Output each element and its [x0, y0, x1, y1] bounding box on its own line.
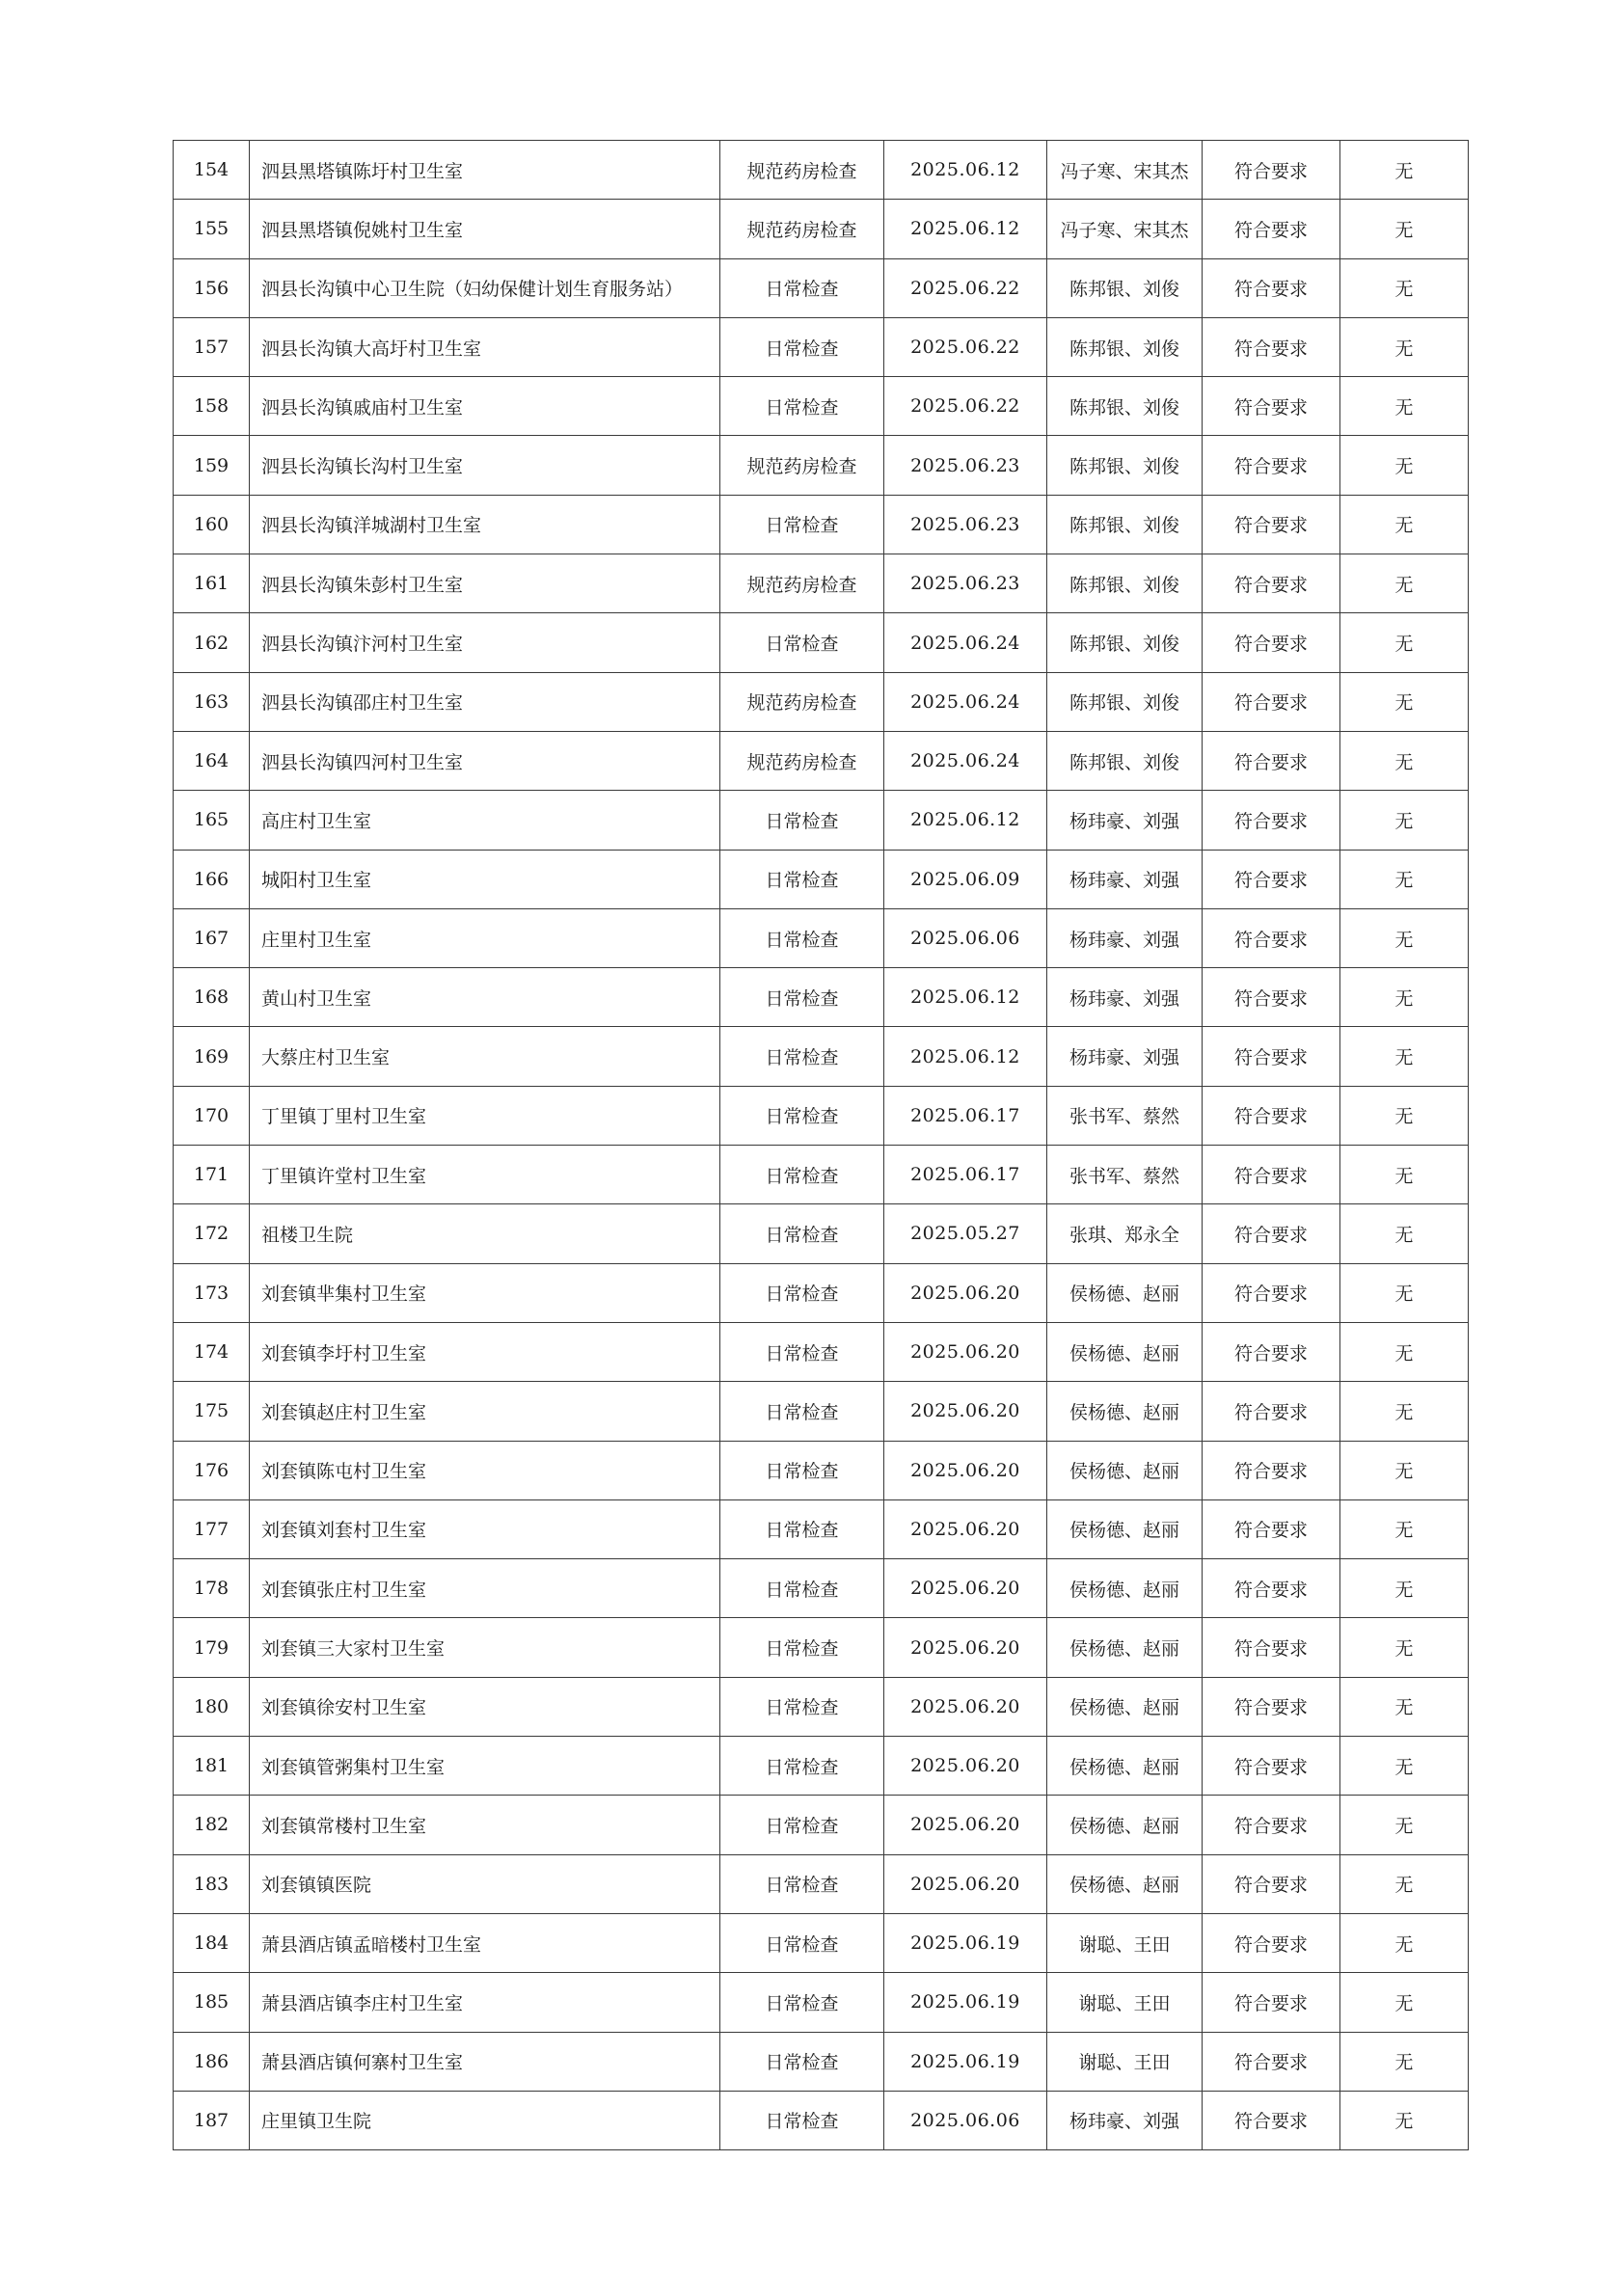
facility-name-cell: 泗县长沟镇朱彭村卫生室	[250, 554, 720, 613]
inspection-type-cell: 日常检查	[720, 1854, 884, 1913]
table-row	[174, 731, 1469, 790]
inspection-date-cell: 2025.06.23	[884, 495, 1047, 554]
table-row	[174, 1263, 1469, 1322]
result-cell: 符合要求	[1203, 672, 1340, 731]
issues-cell: 无	[1340, 672, 1469, 731]
issues-cell: 无	[1340, 1441, 1469, 1499]
inspection-date-cell: 2025.06.22	[884, 377, 1047, 436]
facility-name-cell: 泗县长沟镇中心卫生院（妇幼保健计划生育服务站）	[250, 258, 720, 317]
facility-name-cell: 刘套镇徐安村卫生室	[250, 1677, 720, 1736]
facility-name-cell: 刘套镇管粥集村卫生室	[250, 1737, 720, 1796]
table-row	[174, 850, 1469, 908]
inspection-records-table	[173, 140, 1469, 2150]
row-number-cell: 180	[174, 1677, 250, 1736]
issues-cell: 无	[1340, 495, 1469, 554]
inspection-type-cell: 日常检查	[720, 1204, 884, 1263]
row-number-cell: 159	[174, 436, 250, 495]
inspectors-cell: 陈邦银、刘俊	[1047, 317, 1203, 376]
table-row	[174, 1382, 1469, 1441]
inspection-date-cell: 2025.06.12	[884, 791, 1047, 850]
inspectors-cell: 陈邦银、刘俊	[1047, 554, 1203, 613]
result-cell: 符合要求	[1203, 1973, 1340, 2032]
inspection-date-cell: 2025.06.24	[884, 613, 1047, 672]
inspection-date-cell: 2025.06.20	[884, 1441, 1047, 1499]
table-row	[174, 317, 1469, 376]
inspection-type-cell: 规范药房检查	[720, 554, 884, 613]
issues-cell: 无	[1340, 1146, 1469, 1204]
inspection-type-cell: 日常检查	[720, 2032, 884, 2091]
issues-cell: 无	[1340, 1973, 1469, 2032]
result-cell: 符合要求	[1203, 141, 1340, 200]
inspection-type-cell: 规范药房检查	[720, 436, 884, 495]
inspectors-cell: 侯杨德、赵丽	[1047, 1559, 1203, 1618]
facility-name-cell: 刘套镇张庄村卫生室	[250, 1559, 720, 1618]
row-number-cell: 183	[174, 1854, 250, 1913]
row-number-cell: 171	[174, 1146, 250, 1204]
inspectors-cell: 陈邦银、刘俊	[1047, 731, 1203, 790]
row-number-cell: 168	[174, 968, 250, 1027]
row-number-cell: 176	[174, 1441, 250, 1499]
inspectors-cell: 杨玮豪、刘强	[1047, 850, 1203, 908]
issues-cell: 无	[1340, 2032, 1469, 2091]
inspection-date-cell: 2025.06.20	[884, 1322, 1047, 1381]
result-cell: 符合要求	[1203, 2091, 1340, 2149]
issues-cell: 无	[1340, 613, 1469, 672]
facility-name-cell: 萧县酒店镇孟暗楼村卫生室	[250, 1913, 720, 1972]
inspectors-cell: 张琪、郑永全	[1047, 1204, 1203, 1263]
issues-cell: 无	[1340, 1204, 1469, 1263]
inspectors-cell: 陈邦银、刘俊	[1047, 436, 1203, 495]
issues-cell: 无	[1340, 554, 1469, 613]
facility-name-cell: 庄里村卫生室	[250, 908, 720, 967]
issues-cell: 无	[1340, 791, 1469, 850]
inspectors-cell: 冯子寒、宋其杰	[1047, 200, 1203, 258]
result-cell: 符合要求	[1203, 968, 1340, 1027]
inspection-type-cell: 日常检查	[720, 1322, 884, 1381]
inspectors-cell: 张书军、蔡然	[1047, 1146, 1203, 1204]
row-number-cell: 155	[174, 200, 250, 258]
inspection-date-cell: 2025.06.17	[884, 1086, 1047, 1145]
inspection-type-cell: 日常检查	[720, 1796, 884, 1854]
inspection-type-cell: 日常检查	[720, 377, 884, 436]
result-cell: 符合要求	[1203, 613, 1340, 672]
facility-name-cell: 大蔡庄村卫生室	[250, 1027, 720, 1086]
issues-cell: 无	[1340, 1086, 1469, 1145]
table-body	[174, 141, 1469, 2150]
row-number-cell: 174	[174, 1322, 250, 1381]
inspection-date-cell: 2025.06.20	[884, 1796, 1047, 1854]
inspectors-cell: 侯杨德、赵丽	[1047, 1677, 1203, 1736]
facility-name-cell: 刘套镇镇医院	[250, 1854, 720, 1913]
row-number-cell: 173	[174, 1263, 250, 1322]
inspectors-cell: 侯杨德、赵丽	[1047, 1322, 1203, 1381]
inspection-date-cell: 2025.06.19	[884, 2032, 1047, 2091]
issues-cell: 无	[1340, 1559, 1469, 1618]
table-row	[174, 1499, 1469, 1558]
issues-cell: 无	[1340, 1737, 1469, 1796]
issues-cell: 无	[1340, 200, 1469, 258]
facility-name-cell: 泗县长沟镇长沟村卫生室	[250, 436, 720, 495]
row-number-cell: 158	[174, 377, 250, 436]
row-number-cell: 167	[174, 908, 250, 967]
facility-name-cell: 刘套镇三大家村卫生室	[250, 1618, 720, 1677]
inspection-type-cell: 日常检查	[720, 1737, 884, 1796]
table-row	[174, 2091, 1469, 2149]
inspection-type-cell: 日常检查	[720, 1441, 884, 1499]
inspection-date-cell: 2025.06.12	[884, 968, 1047, 1027]
inspection-date-cell: 2025.06.24	[884, 672, 1047, 731]
inspection-date-cell: 2025.06.20	[884, 1677, 1047, 1736]
result-cell: 符合要求	[1203, 1499, 1340, 1558]
inspection-type-cell: 日常检查	[720, 1499, 884, 1558]
row-number-cell: 156	[174, 258, 250, 317]
result-cell: 符合要求	[1203, 1322, 1340, 1381]
inspection-type-cell: 日常检查	[720, 495, 884, 554]
inspection-type-cell: 日常检查	[720, 1027, 884, 1086]
facility-name-cell: 泗县长沟镇邵庄村卫生室	[250, 672, 720, 731]
table-row	[174, 1146, 1469, 1204]
table-row	[174, 1618, 1469, 1677]
result-cell: 符合要求	[1203, 317, 1340, 376]
inspectors-cell: 陈邦银、刘俊	[1047, 672, 1203, 731]
inspection-date-cell: 2025.06.22	[884, 258, 1047, 317]
issues-cell: 无	[1340, 1322, 1469, 1381]
facility-name-cell: 高庄村卫生室	[250, 791, 720, 850]
inspectors-cell: 杨玮豪、刘强	[1047, 791, 1203, 850]
inspectors-cell: 陈邦银、刘俊	[1047, 258, 1203, 317]
result-cell: 符合要求	[1203, 1382, 1340, 1441]
row-number-cell: 181	[174, 1737, 250, 1796]
issues-cell: 无	[1340, 2091, 1469, 2149]
issues-cell: 无	[1340, 1499, 1469, 1558]
row-number-cell: 161	[174, 554, 250, 613]
inspectors-cell: 谢聪、王田	[1047, 1973, 1203, 2032]
inspection-date-cell: 2025.06.19	[884, 1973, 1047, 2032]
result-cell: 符合要求	[1203, 2032, 1340, 2091]
table-row	[174, 791, 1469, 850]
inspection-type-cell: 日常检查	[720, 850, 884, 908]
result-cell: 符合要求	[1203, 850, 1340, 908]
row-number-cell: 169	[174, 1027, 250, 1086]
result-cell: 符合要求	[1203, 731, 1340, 790]
table-row	[174, 2032, 1469, 2091]
inspectors-cell: 侯杨德、赵丽	[1047, 1854, 1203, 1913]
table-row	[174, 1854, 1469, 1913]
row-number-cell: 165	[174, 791, 250, 850]
inspectors-cell: 侯杨德、赵丽	[1047, 1441, 1203, 1499]
inspection-type-cell: 日常检查	[720, 1618, 884, 1677]
row-number-cell: 179	[174, 1618, 250, 1677]
table-row	[174, 1027, 1469, 1086]
facility-name-cell: 泗县长沟镇汴河村卫生室	[250, 613, 720, 672]
row-number-cell: 186	[174, 2032, 250, 2091]
inspection-type-cell: 规范药房检查	[720, 200, 884, 258]
inspection-date-cell: 2025.06.20	[884, 1263, 1047, 1322]
inspection-type-cell: 日常检查	[720, 1146, 884, 1204]
table-row	[174, 1677, 1469, 1736]
issues-cell: 无	[1340, 141, 1469, 200]
inspection-date-cell: 2025.06.09	[884, 850, 1047, 908]
facility-name-cell: 丁里镇许堂村卫生室	[250, 1146, 720, 1204]
facility-name-cell: 黄山村卫生室	[250, 968, 720, 1027]
table-row	[174, 377, 1469, 436]
inspection-type-cell: 日常检查	[720, 317, 884, 376]
inspectors-cell: 冯子寒、宋其杰	[1047, 141, 1203, 200]
inspection-date-cell: 2025.06.20	[884, 1559, 1047, 1618]
issues-cell: 无	[1340, 317, 1469, 376]
issues-cell: 无	[1340, 1854, 1469, 1913]
table-row	[174, 968, 1469, 1027]
table-row	[174, 436, 1469, 495]
result-cell: 符合要求	[1203, 1913, 1340, 1972]
table-row	[174, 1086, 1469, 1145]
row-number-cell: 177	[174, 1499, 250, 1558]
row-number-cell: 164	[174, 731, 250, 790]
table-row	[174, 1322, 1469, 1381]
result-cell: 符合要求	[1203, 1263, 1340, 1322]
row-number-cell: 187	[174, 2091, 250, 2149]
table-row	[174, 1973, 1469, 2032]
inspection-date-cell: 2025.06.23	[884, 554, 1047, 613]
inspection-type-cell: 日常检查	[720, 1973, 884, 2032]
table-row	[174, 258, 1469, 317]
inspectors-cell: 侯杨德、赵丽	[1047, 1796, 1203, 1854]
result-cell: 符合要求	[1203, 1027, 1340, 1086]
inspection-type-cell: 日常检查	[720, 968, 884, 1027]
row-number-cell: 163	[174, 672, 250, 731]
facility-name-cell: 刘套镇芈集村卫生室	[250, 1263, 720, 1322]
issues-cell: 无	[1340, 436, 1469, 495]
row-number-cell: 184	[174, 1913, 250, 1972]
inspection-type-cell: 日常检查	[720, 2091, 884, 2149]
inspectors-cell: 杨玮豪、刘强	[1047, 2091, 1203, 2149]
inspection-type-cell: 规范药房检查	[720, 731, 884, 790]
issues-cell: 无	[1340, 850, 1469, 908]
inspection-type-cell: 日常检查	[720, 791, 884, 850]
inspection-type-cell: 日常检查	[720, 1677, 884, 1736]
facility-name-cell: 泗县长沟镇四河村卫生室	[250, 731, 720, 790]
inspection-date-cell: 2025.06.24	[884, 731, 1047, 790]
inspection-date-cell: 2025.06.20	[884, 1382, 1047, 1441]
table-row	[174, 1559, 1469, 1618]
result-cell: 符合要求	[1203, 200, 1340, 258]
inspection-type-cell: 日常检查	[720, 258, 884, 317]
result-cell: 符合要求	[1203, 495, 1340, 554]
result-cell: 符合要求	[1203, 1618, 1340, 1677]
row-number-cell: 162	[174, 613, 250, 672]
table-row	[174, 1913, 1469, 1972]
row-number-cell: 157	[174, 317, 250, 376]
inspection-date-cell: 2025.06.12	[884, 200, 1047, 258]
inspectors-cell: 侯杨德、赵丽	[1047, 1618, 1203, 1677]
facility-name-cell: 泗县长沟镇戚庙村卫生室	[250, 377, 720, 436]
result-cell: 符合要求	[1203, 1559, 1340, 1618]
result-cell: 符合要求	[1203, 1677, 1340, 1736]
result-cell: 符合要求	[1203, 1854, 1340, 1913]
inspection-date-cell: 2025.06.19	[884, 1913, 1047, 1972]
inspectors-cell: 张书军、蔡然	[1047, 1086, 1203, 1145]
issues-cell: 无	[1340, 1913, 1469, 1972]
inspectors-cell: 杨玮豪、刘强	[1047, 908, 1203, 967]
inspectors-cell: 陈邦银、刘俊	[1047, 613, 1203, 672]
table-row	[174, 1204, 1469, 1263]
facility-name-cell: 刘套镇陈屯村卫生室	[250, 1441, 720, 1499]
result-cell: 符合要求	[1203, 377, 1340, 436]
issues-cell: 无	[1340, 1796, 1469, 1854]
table-row	[174, 1796, 1469, 1854]
inspection-type-cell: 规范药房检查	[720, 141, 884, 200]
issues-cell: 无	[1340, 731, 1469, 790]
inspection-type-cell: 日常检查	[720, 1913, 884, 1972]
facility-name-cell: 丁里镇丁里村卫生室	[250, 1086, 720, 1145]
inspection-date-cell: 2025.06.20	[884, 1499, 1047, 1558]
facility-name-cell: 祖楼卫生院	[250, 1204, 720, 1263]
inspectors-cell: 谢聪、王田	[1047, 2032, 1203, 2091]
inspection-date-cell: 2025.06.20	[884, 1737, 1047, 1796]
inspection-date-cell: 2025.05.27	[884, 1204, 1047, 1263]
result-cell: 符合要求	[1203, 554, 1340, 613]
row-number-cell: 175	[174, 1382, 250, 1441]
table-row	[174, 554, 1469, 613]
table-row	[174, 672, 1469, 731]
row-number-cell: 182	[174, 1796, 250, 1854]
facility-name-cell: 泗县长沟镇洋城湖村卫生室	[250, 495, 720, 554]
inspection-date-cell: 2025.06.17	[884, 1146, 1047, 1204]
inspectors-cell: 侯杨德、赵丽	[1047, 1263, 1203, 1322]
inspection-type-cell: 日常检查	[720, 1382, 884, 1441]
table-row	[174, 141, 1469, 200]
facility-name-cell: 泗县黑塔镇倪姚村卫生室	[250, 200, 720, 258]
inspectors-cell: 谢聪、王田	[1047, 1913, 1203, 1972]
row-number-cell: 170	[174, 1086, 250, 1145]
inspectors-cell: 侯杨德、赵丽	[1047, 1499, 1203, 1558]
result-cell: 符合要求	[1203, 436, 1340, 495]
inspectors-cell: 陈邦银、刘俊	[1047, 377, 1203, 436]
inspection-date-cell: 2025.06.06	[884, 908, 1047, 967]
inspection-date-cell: 2025.06.20	[884, 1618, 1047, 1677]
result-cell: 符合要求	[1203, 1204, 1340, 1263]
facility-name-cell: 刘套镇李圩村卫生室	[250, 1322, 720, 1381]
facility-name-cell: 刘套镇常楼村卫生室	[250, 1796, 720, 1854]
facility-name-cell: 庄里镇卫生院	[250, 2091, 720, 2149]
result-cell: 符合要求	[1203, 258, 1340, 317]
issues-cell: 无	[1340, 908, 1469, 967]
inspection-date-cell: 2025.06.12	[884, 1027, 1047, 1086]
result-cell: 符合要求	[1203, 908, 1340, 967]
result-cell: 符合要求	[1203, 1737, 1340, 1796]
result-cell: 符合要求	[1203, 1146, 1340, 1204]
result-cell: 符合要求	[1203, 1796, 1340, 1854]
inspection-date-cell: 2025.06.12	[884, 141, 1047, 200]
issues-cell: 无	[1340, 1618, 1469, 1677]
inspection-date-cell: 2025.06.23	[884, 436, 1047, 495]
table-row	[174, 1441, 1469, 1499]
issues-cell: 无	[1340, 258, 1469, 317]
inspection-date-cell: 2025.06.20	[884, 1854, 1047, 1913]
inspectors-cell: 侯杨德、赵丽	[1047, 1737, 1203, 1796]
facility-name-cell: 泗县长沟镇大高圩村卫生室	[250, 317, 720, 376]
issues-cell: 无	[1340, 1263, 1469, 1322]
issues-cell: 无	[1340, 1677, 1469, 1736]
inspectors-cell: 杨玮豪、刘强	[1047, 1027, 1203, 1086]
inspection-type-cell: 日常检查	[720, 1086, 884, 1145]
facility-name-cell: 城阳村卫生室	[250, 850, 720, 908]
facility-name-cell: 刘套镇刘套村卫生室	[250, 1499, 720, 1558]
inspection-type-cell: 规范药房检查	[720, 672, 884, 731]
inspectors-cell: 杨玮豪、刘强	[1047, 968, 1203, 1027]
table-row	[174, 1737, 1469, 1796]
inspection-type-cell: 日常检查	[720, 1559, 884, 1618]
inspectors-cell: 陈邦银、刘俊	[1047, 495, 1203, 554]
result-cell: 符合要求	[1203, 1086, 1340, 1145]
facility-name-cell: 萧县酒店镇何寨村卫生室	[250, 2032, 720, 2091]
facility-name-cell: 泗县黑塔镇陈圩村卫生室	[250, 141, 720, 200]
facility-name-cell: 刘套镇赵庄村卫生室	[250, 1382, 720, 1441]
row-number-cell: 154	[174, 141, 250, 200]
facility-name-cell: 萧县酒店镇李庄村卫生室	[250, 1973, 720, 2032]
row-number-cell: 185	[174, 1973, 250, 2032]
row-number-cell: 178	[174, 1559, 250, 1618]
issues-cell: 无	[1340, 377, 1469, 436]
inspection-type-cell: 日常检查	[720, 1263, 884, 1322]
inspection-type-cell: 日常检查	[720, 908, 884, 967]
inspection-date-cell: 2025.06.22	[884, 317, 1047, 376]
table-row	[174, 613, 1469, 672]
row-number-cell: 172	[174, 1204, 250, 1263]
table-row	[174, 200, 1469, 258]
issues-cell: 无	[1340, 1382, 1469, 1441]
issues-cell: 无	[1340, 968, 1469, 1027]
table-row	[174, 908, 1469, 967]
result-cell: 符合要求	[1203, 791, 1340, 850]
inspectors-cell: 侯杨德、赵丽	[1047, 1382, 1203, 1441]
issues-cell: 无	[1340, 1027, 1469, 1086]
row-number-cell: 160	[174, 495, 250, 554]
row-number-cell: 166	[174, 850, 250, 908]
inspection-date-cell: 2025.06.06	[884, 2091, 1047, 2149]
table-row	[174, 495, 1469, 554]
result-cell: 符合要求	[1203, 1441, 1340, 1499]
inspection-type-cell: 日常检查	[720, 613, 884, 672]
